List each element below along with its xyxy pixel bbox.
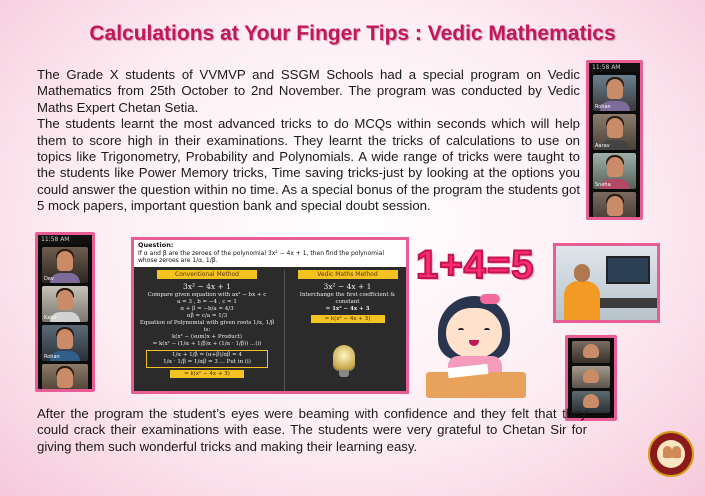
conv-line: αβ = c/a = 1/3 [186,313,228,319]
vedic-line: Interchange the first coefficient & constant [299,292,396,305]
intro-text-program: The Grade X students of VVMVP and SSGM Schools had a special program on Vedic Mathematics from 25th October to 2nd November. The program was conducted by Vedic Maths Expert Chetan Setia. [37,67,580,115]
participant-tile [593,114,636,150]
participant-name-tag: Kabir [44,315,57,321]
school-logo [648,431,694,481]
conventional-header: Conventional Method [157,270,257,279]
participant-name-tag: Sneha [595,182,611,188]
conv-line: a = 3 , b = −4 , c = 1 [177,299,237,305]
monitor-icon [606,256,650,284]
conv-line: 1/α + 1/β = (α+β)/αβ = 4 [172,352,242,358]
closing-paragraph: After the program the student’s eyes were beaming with confidence and they felt that they could crack their examinations with ease. The students were very grateful to Chetan Sir for giving them such wonderful tricks and making their learning easy. [37,406,587,454]
participant-tile [593,192,636,220]
participant-tile [42,364,88,392]
intro-paragraph [37,67,580,215]
phone-status-bar: 11:58 AM [38,235,92,244]
cartoon-girl-illustration [418,292,536,400]
question-label: Question: [138,241,174,249]
conv-line: α + β = −b/a = 4/3 [180,306,234,312]
participant-tile [42,247,88,283]
video-call-screenshot-1 [586,60,643,220]
question-text: If α and β are the zeroes of the polynomial 3x² − 4x + 1, then find the polynomial whose zeroes are 1/α, 1/β. [138,249,384,264]
participant-tile [593,153,636,189]
conv-steps-box [146,350,268,368]
conventional-method-column [136,270,278,394]
participant-name-tag: Aarav [595,143,610,149]
participant-tile [42,325,88,361]
conv-line: Compare given equation with ax² − bx + c [147,292,267,298]
participant-tile [572,366,610,388]
page-title: Calculations at Your Finger Tips : Vedic Mathematics [89,22,616,45]
participant-name-tag: Rohan [44,354,60,360]
participant-name-tag: Dev [44,276,54,282]
lightbulb-base [339,370,349,377]
conv-line: = k(x² − (1/α + 1/β)x + (1/α · 1/β)) ...(i) [152,341,262,347]
participant-tile [572,341,610,363]
phone-status-bar: 11:58 AM [589,63,640,72]
conv-line: k(x² − (sum)x + Product) [171,334,243,340]
video-call-screenshot-2 [35,232,95,392]
conv-answer: = k(x² − 4x + 3) [170,370,244,378]
lightbulb-icon [333,345,355,371]
participant-tile [593,75,636,111]
participant-name-tag: Rohan [595,104,611,110]
participant-tile [42,286,88,322]
conv-line: 1/α · 1/β = 1/αβ = 3 ... Put in (i) [163,359,251,365]
vedic-header: Vedic Maths Method [298,270,398,279]
conv-line: 3x² − 4x + 1 [183,282,231,291]
conv-line: Equation of Polynomial with given roots 1/α, 1/β is: [139,320,275,333]
vedic-method-column [284,270,406,394]
vedic-line: = 1x² − 4x + 3 [325,306,370,312]
teacher-photo [553,243,660,323]
slide-question [134,240,406,267]
equation-art: 1+4=5 [416,243,535,287]
vedic-line: 3x² − 4x + 1 [323,282,372,291]
intro-text-tricks: The students learnt the most advanced tricks to do MCQs within seconds which will help them to score high in their examinations. They learnt the tricks of calculations to use on topics like Trigonometry, Probability and Polynomials. A wide range of tricks were taught to the students like Power Memory tricks, Time saving tricks-just by looking at the options you could answer the question within no time. As a special bonus of the program the students got 5 mock papers, important question bank and special doubt session. [37,116,580,214]
vedic-math-slide [131,237,409,394]
teacher-figure [564,264,600,323]
vedic-answer: = k(x² − 4x + 3) [311,315,385,323]
